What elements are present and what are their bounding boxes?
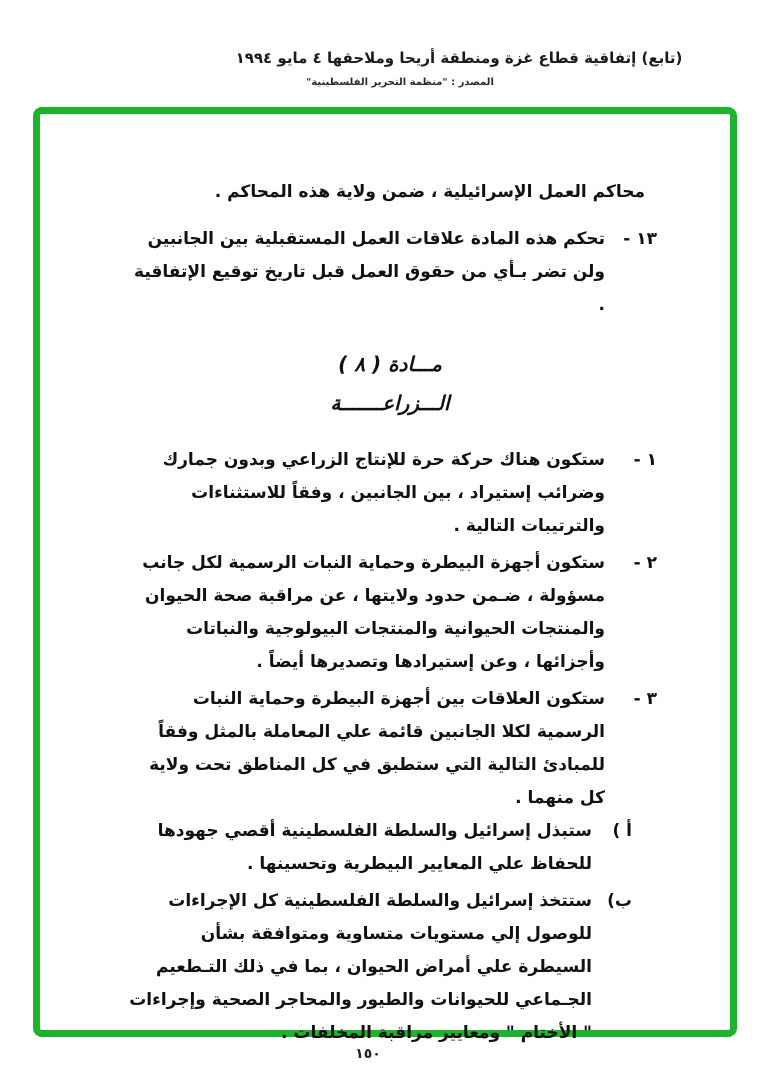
item-text: ستكون هناك حركة حرة للإنتاج الزراعي وبدون جمارك وضرائب إستيراد ، بين الجانبين ، وفقاً للاستثناءات والترتيبات التالية . bbox=[162, 450, 605, 536]
document-header-title: (تابع) إتفاقية قطاع غزة ومنطقة أريحا وملاحقها ٤ مايو ١٩٩٤ bbox=[235, 49, 683, 67]
item-number: ١ - bbox=[633, 450, 657, 470]
intro-continuation-line: محاكم العمل الإسرائيلية ، ضمن ولاية هذه المحاكم . bbox=[214, 182, 645, 202]
subitem-letter: أ ) bbox=[612, 821, 632, 841]
item-number: ٢ - bbox=[633, 553, 657, 573]
document-body bbox=[123, 176, 657, 1050]
green-border-frame bbox=[33, 107, 737, 1043]
numbered-item-2 bbox=[123, 547, 657, 679]
lettered-subitem-b bbox=[123, 885, 632, 1050]
article-items bbox=[123, 444, 657, 1050]
article-heading: مـــادة ( ٨ ) bbox=[338, 352, 442, 376]
article-subject-heading: الـــزراعـــــــة bbox=[330, 391, 450, 415]
subitem-text: ستبذل إسرائيل والسلطة الفلسطينية أقصي جهودها للحفاظ علي المعايير البيطرية وتحسينها . bbox=[157, 821, 592, 874]
item-text: تحكم هذه المادة علاقات العمل المستقبلية بين الجانبين ولن تضر بـأي من حقوق العمل قبل تاريخ توقيع الإتفاقية . bbox=[134, 229, 605, 315]
item-number: ٣ - bbox=[633, 689, 657, 709]
subitem-text: ستتخذ إسرائيل والسلطة الفلسطينية كل الإجراءات للوصول إلي مستويات متساوية ومتوافقة بشأن السيطرة علي أمراض الحيوان ، بما في ذلك التـطعيم الجـماعي للحيوانات والطيور والمحاجر الصحية وإجراءات " الأختام " ومعايير مراقبة المخلفات . bbox=[129, 891, 592, 1043]
item-number: ١٣ - bbox=[623, 229, 657, 249]
numbered-item-1 bbox=[123, 444, 657, 543]
numbered-item-13 bbox=[123, 223, 657, 322]
numbered-item-3 bbox=[123, 683, 657, 815]
lettered-subitem-a bbox=[123, 815, 632, 881]
item-text: ستكون أجهزة البيطرة وحماية النبات الرسمية لكل جانب مسؤولة ، ضـمن حدود ولايتها ، عن مراقبة صحة الحيوان والمنتجات الحيوانية والمنتجات البيولوجية والنباتات وأجزائها ، وعن إستيرادها وتصديرها أيضاً . bbox=[142, 553, 605, 672]
page-number: ١٥٠ bbox=[355, 1046, 381, 1062]
document-source-line: المصدر : "منظمة التحرير الفلسطينية" bbox=[306, 77, 494, 88]
item-text: ستكون العلاقات بين أجهزة البيطرة وحماية النبات الرسمية لكلا الجانبين قائمة علي المعاملة بالمثل وفقاً للمبادئ التالية التي ستطبق في كل المناطق تحت ولاية كل منهما . bbox=[149, 689, 605, 808]
subitem-letter: ب) bbox=[607, 891, 632, 911]
